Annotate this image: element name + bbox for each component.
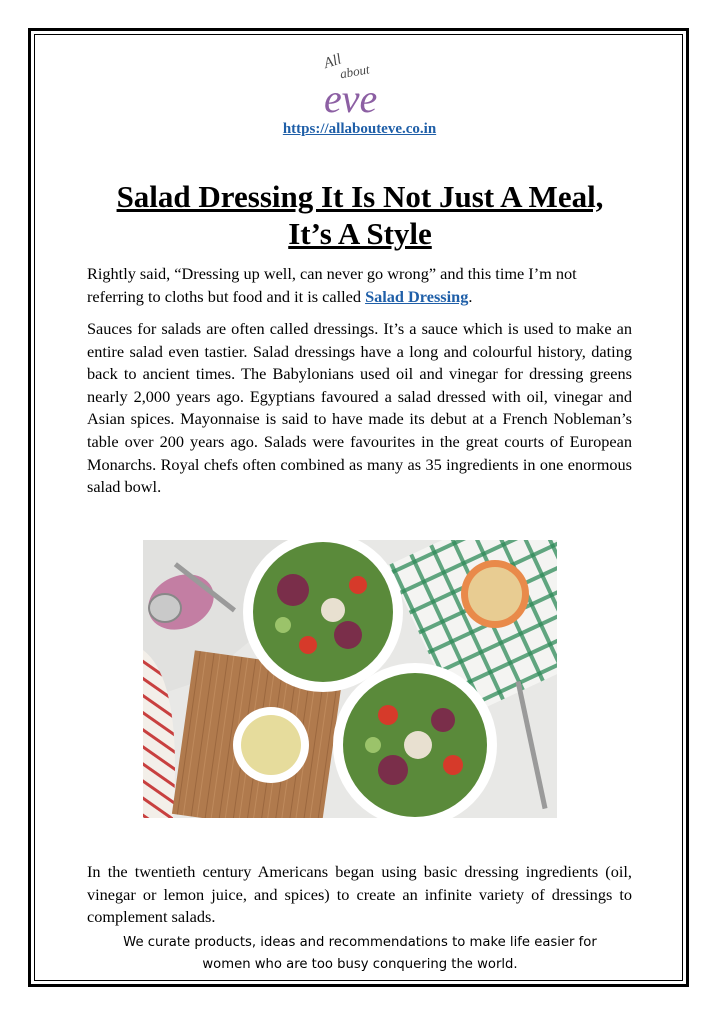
footer-line2: women who are too busy conquering the world. xyxy=(202,957,518,972)
intro-paragraph xyxy=(87,263,632,308)
salad-dressing-link[interactable]: Salad Dressing xyxy=(365,286,469,306)
footer-tagline xyxy=(60,932,660,976)
logo-line2: about xyxy=(338,61,371,82)
article-title xyxy=(60,178,660,252)
dressing-cup xyxy=(233,707,309,783)
title-line2: It’s A Style xyxy=(288,216,432,251)
nuts-bowl xyxy=(461,560,529,628)
footer-line1: We curate products, ideas and recommendations to make life easier for xyxy=(123,935,597,950)
logo-line3: eve xyxy=(324,76,378,120)
logo-line1: All xyxy=(321,51,344,73)
page-border-inner xyxy=(34,34,683,981)
intro-text: Rightly said, “Dressing up well, can never go wrong” and this time I’m not referring to cloths but food and it is called xyxy=(87,264,577,306)
salad-photo xyxy=(143,540,557,818)
site-url-link[interactable]: https://allabouteve.co.in xyxy=(282,121,437,137)
history-paragraph: Sauces for salads are often called dressings. It’s a sauce which is used to make an entire salad even tastier. Salad dressings have a long and colourful history, dating back to ancient times. The Babylonians used oil and vinegar for dressing greens nearly 2,000 years ago. Egyptians favoured a salad dressed with oil, vinegar and Asian spices. Mayonnaise is said to have made its debut at a French Nobleman’s table over 200 years ago. Salads were favourites in the great courts of European Monarchs. Royal chefs often combined as many as 35 ingredients in one enormous salad bowl. xyxy=(87,319,632,497)
twentieth-century-paragraph: In the twentieth century Americans began using basic dressing ingredients (oil, vinegar or lemon juice, and spices) to create an infinite variety of dressings to complement salads. xyxy=(87,862,632,927)
all-about-eve-logo xyxy=(318,50,402,120)
intro-end: . xyxy=(468,286,473,306)
title-line1: Salad Dressing It Is Not Just A Meal, xyxy=(116,179,604,214)
